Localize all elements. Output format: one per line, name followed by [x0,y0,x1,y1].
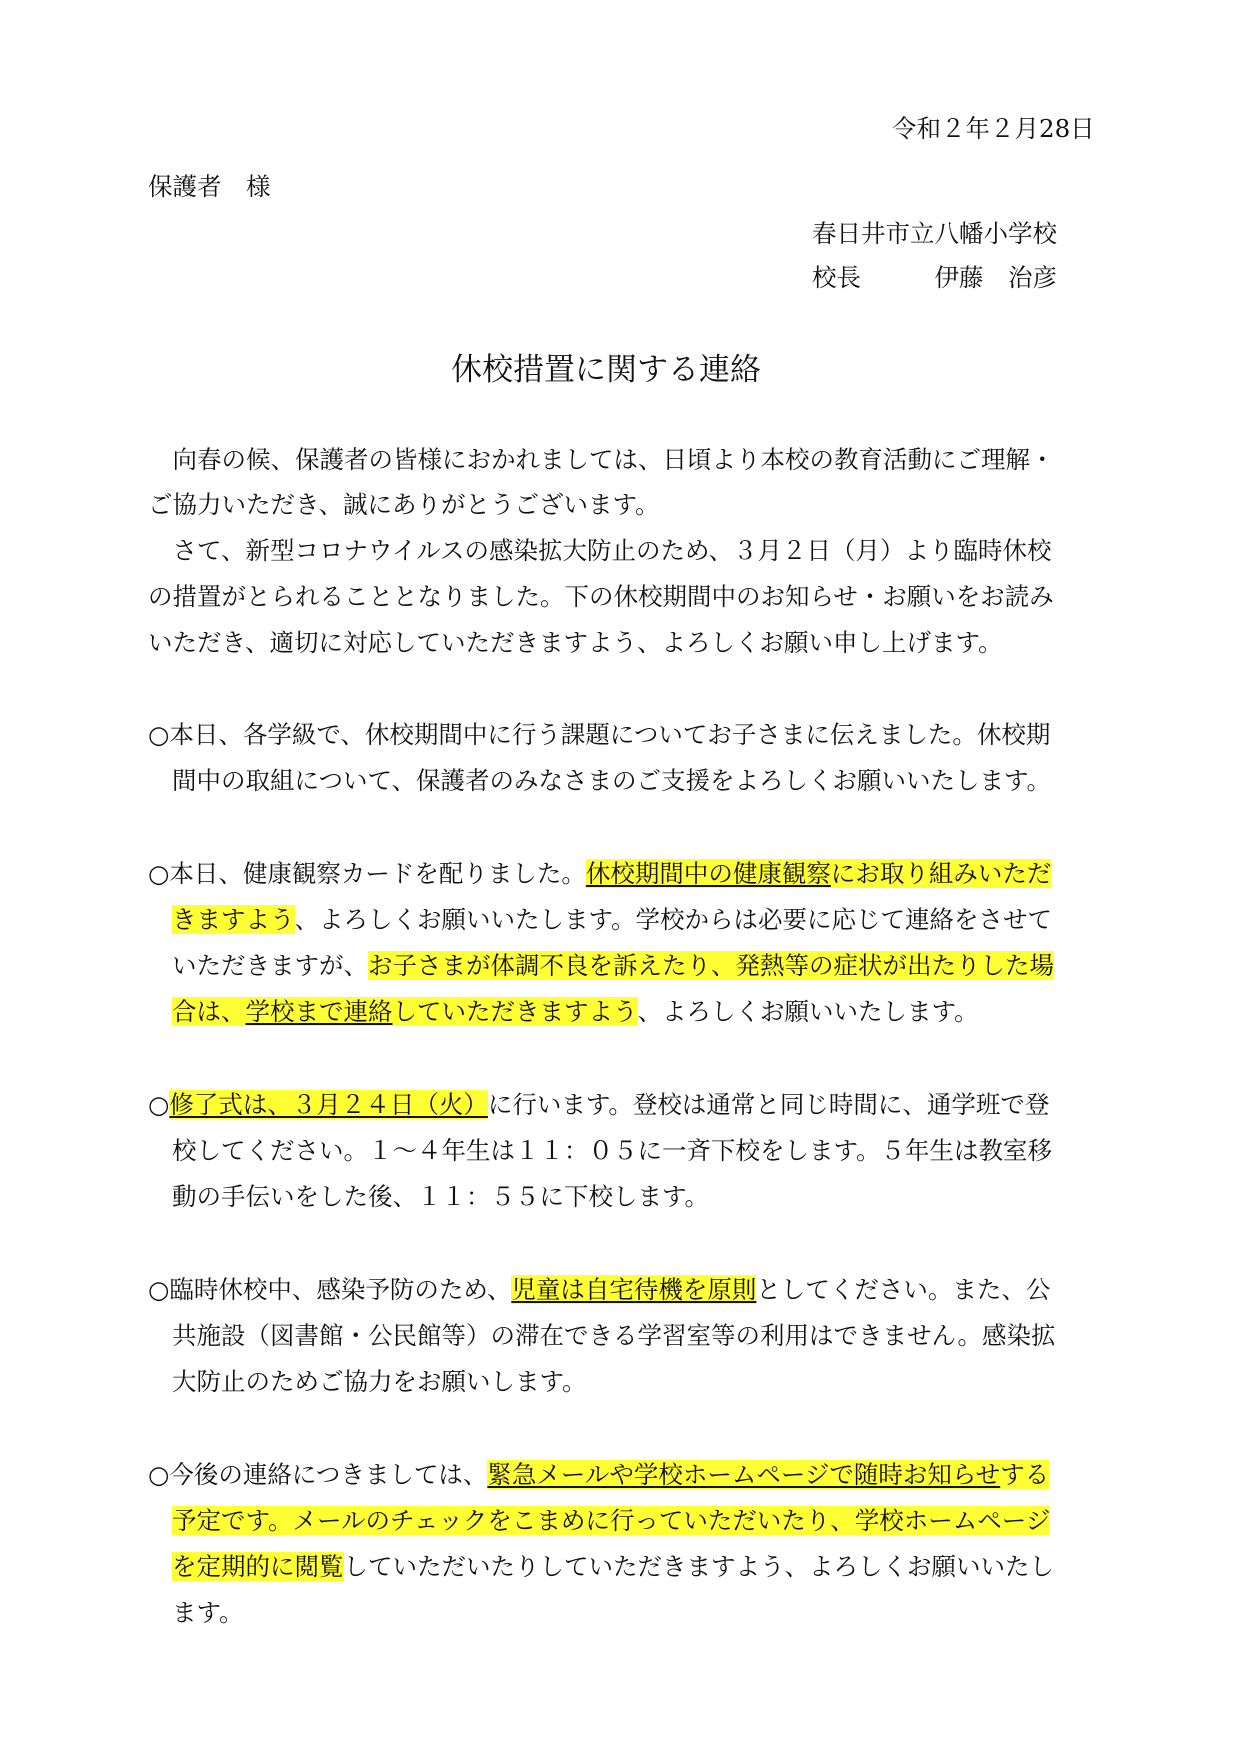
text-run: に行います。登校は通常と同じ時間に、通学班で登 [487,1090,1050,1119]
intro-line: ご協力いただき、誠にありがとうございます。 [148,490,660,519]
notice-line [148,1090,1049,1120]
underlined-run: 緊急メールや学校ホームページで随時お知らせ [487,1460,1001,1489]
notice-line: 校してください。１～４年生は１１：０５に一斉下校をします。５年生は教室移 [172,1136,1053,1165]
notice-line [172,997,979,1027]
intro-line: さて、新型コロナウイルスの感染拡大防止のため、３月２日（月）より臨時休校 [148,536,1052,565]
principal-name: 校長 伊藤 治彦 [812,263,1057,292]
notice-line [172,951,1054,981]
highlight-run [172,997,638,1026]
notice-line: ○本日、各学級で、休校期間中に行う課題についてお子さまに伝えました。休校期 [148,720,1051,749]
highlight-run: を定期的に閲覧 [172,1552,344,1581]
text-run: ○今後の連絡につきましては、 [148,1460,488,1489]
text-run: ○臨時休校中、感染予防のため、 [148,1275,512,1304]
notice-line [172,1552,1054,1582]
text-run: 、よろしくお願いいたします。学校からは必要に応じて連絡をさせて [294,905,1053,934]
highlight-run [586,859,1052,888]
text-run: としてください。また、公 [756,1275,1051,1304]
text-run: 、よろしくお願いいたします。 [637,997,979,1026]
notice-line: 共施設（図書館・公民館等）の滞在できる学習室等の利用はできません。感染拡 [172,1321,1056,1350]
highlight-run: 修了式は、３月２４日（火） [169,1090,488,1119]
text-run: していただいたりしていただきますよう、よろしくお願いいたし [343,1552,1054,1581]
highlight-run: 児童は自宅待機を原則 [511,1275,757,1304]
notice-line: 間中の取組について、保護者のみなさまのご支援をよろしくお願いいたします。 [172,766,1052,795]
date: 令和２年２月28日 [892,114,1095,143]
underlined-run: 休校期間中の健康観察 [585,859,831,888]
notice-line [148,859,1051,889]
highlight-run: お子さまが体調不良を訴えたり、発熱等の症状が出たりした場 [368,951,1054,980]
highlight-run [487,1460,1049,1489]
notice-line [148,1275,1050,1305]
text-run: にお取り組みいただ [830,859,1052,888]
underlined-run: 学校まで連絡 [245,997,393,1026]
text-run: する [1000,1460,1050,1489]
recipient: 保護者 様 [148,172,271,201]
highlight-run: 予定です。メールのチェックをこまめに行っていただいたり、学校ホームページ [172,1506,1051,1535]
text-run: ○本日、健康観察カードを配りました。 [148,859,586,888]
notice-line [172,905,1052,935]
intro-line: いただき、適切に対応していただきますよう、よろしくお願い申し上げます。 [148,628,1003,657]
text-run: していただきますよう [392,997,638,1026]
highlight-run: きますよう [172,905,295,934]
school-name: 春日井市立八幡小学校 [812,219,1057,248]
intro-line: 向春の候、保護者の皆様におかれましては、日頃より本校の教育活動にご理解・ [148,445,1055,474]
notice-line: 動の手伝いをした後、１１：５５に下校します。 [172,1182,710,1211]
intro-line: の措置がとられることとなりました。下の休校期間中のお知らせ・お願いをお読み [148,582,1054,611]
text-run: 合は、 [172,997,246,1026]
text-run: ○ [148,1090,170,1119]
notice-line [172,1506,1050,1536]
page-title: 休校措置に関する連絡 [451,352,761,388]
notice-line: ます。 [172,1598,244,1627]
notice-line [148,1460,1049,1490]
text-run: いただきますが、 [172,951,368,980]
notice-line: 大防止のためご協力をお願いします。 [172,1367,587,1396]
